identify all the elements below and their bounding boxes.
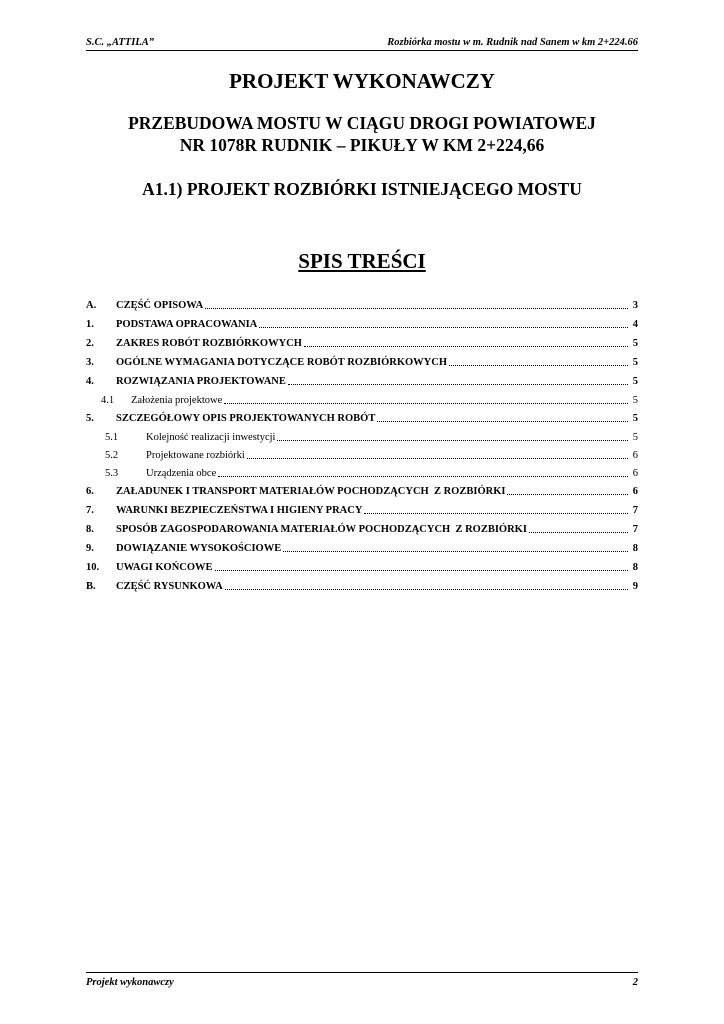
toc-entry[interactable]: [86, 315, 638, 334]
toc-subentry[interactable]: [86, 446, 638, 464]
toc-leader-dots: [225, 581, 628, 590]
toc-entry-page: 5: [632, 394, 638, 406]
toc-entry-label: CZĘŚĆ OPISOWA: [116, 300, 204, 311]
toc-entry-label: ZAŁADUNEK I TRANSPORT MATERIAŁÓW POCHODZĄCYCH Z ROZBIÓRKI: [116, 486, 506, 497]
toc-entry-page: 6: [632, 486, 638, 497]
toc-entry-label: PODSTAWA OPRACOWANIA: [116, 319, 258, 330]
toc-entry-page: 5: [632, 376, 638, 387]
toc-entry-page: 3: [632, 300, 638, 311]
toc-entry-label: SPOSÓB ZAGOSPODAROWANIA MATERIAŁÓW POCHODZĄCYCH Z ROZBIÓRKI: [116, 524, 527, 535]
toc-entry-number: 1.: [86, 319, 94, 330]
subtitle-line-2: NR 1078R RUDNIK – PIKUŁY W KM 2+224,66: [179, 135, 545, 155]
toc-entry-page: 4: [632, 319, 638, 330]
toc-entry-page: 7: [632, 505, 638, 516]
toc-entry-number: 5.1: [105, 431, 119, 443]
toc-entry[interactable]: [86, 372, 638, 391]
header-document-title: Rozbiórka mostu w m. Rudnik nad Sanem w km 2+224.66: [387, 37, 638, 48]
toc-entry-label: ROZWIĄZANIA PROJEKTOWANE: [116, 376, 286, 387]
toc-entry-label: SZCZEGÓŁOWY OPIS PROJEKTOWANYCH ROBÓT: [116, 413, 376, 424]
toc-leader-dots: [304, 338, 628, 347]
toc-entry[interactable]: [86, 558, 638, 577]
toc-entry-number: 5.3: [105, 467, 119, 479]
toc-entry-number: 5.: [86, 413, 94, 424]
toc-entry-number: B.: [86, 581, 96, 592]
toc-entry-label: ZAKRES ROBÓT ROZBIÓRKOWYCH: [116, 338, 302, 349]
toc-entry[interactable]: [86, 520, 638, 539]
toc-leader-dots: [288, 376, 628, 385]
toc-entry-label: Kolejność realizacji inwestycji: [146, 431, 276, 443]
toc-entry-page: 5: [632, 357, 638, 368]
toc-subentry[interactable]: [86, 464, 638, 482]
toc-entry-label: Projektowane rozbiórki: [146, 449, 245, 461]
toc-leader-dots: [205, 300, 628, 309]
toc-leader-dots: [277, 432, 628, 441]
toc-leader-dots: [507, 486, 628, 495]
footer-label: Projekt wykonawczy: [86, 977, 174, 988]
toc-subentry[interactable]: [86, 391, 638, 409]
document-title: PROJEKT WYKONAWCZY: [229, 69, 495, 93]
toc-entry-label: UWAGI KOŃCOWE: [116, 562, 213, 573]
page-number: 2: [632, 977, 638, 988]
toc-entry[interactable]: [86, 482, 638, 501]
toc-entry[interactable]: [86, 501, 638, 520]
toc-entry-label: OGÓLNE WYMAGANIA DOTYCZĄCE ROBÓT ROZBIÓRKOWYCH: [116, 357, 447, 368]
toc-entry[interactable]: [86, 539, 638, 558]
toc-entry-number: 5.2: [105, 449, 119, 461]
toc-subentry[interactable]: [86, 428, 638, 446]
toc-leader-dots: [259, 319, 628, 328]
toc-entry-label: CZĘŚĆ RYSUNKOWA: [116, 581, 223, 592]
toc-leader-dots: [215, 562, 628, 571]
toc-entry-page: 6: [632, 449, 638, 461]
toc-entry[interactable]: [86, 577, 638, 596]
header-company: S.C. „ATTILA”: [86, 37, 154, 48]
toc-leader-dots: [377, 413, 628, 422]
toc-entry-number: 3.: [86, 357, 94, 368]
toc-entry-label: WARUNKI BEZPIECZEŃSTWA I HIGIENY PRACY: [116, 505, 363, 516]
toc-entry-page: 5: [632, 413, 638, 424]
toc-entry-number: 4.1: [101, 394, 115, 406]
toc-leader-dots: [224, 395, 628, 404]
page-header: [86, 36, 638, 51]
toc-leader-dots: [283, 543, 628, 552]
toc-entry-number: 7.: [86, 505, 94, 516]
toc-entry-label: Założenia projektowe: [131, 394, 223, 406]
subtitle-line-1: PRZEBUDOWA MOSTU W CIĄGU DROGI POWIATOWEJ: [128, 113, 596, 133]
toc-entry-page: 5: [632, 338, 638, 349]
toc-entry-label: DOWIĄZANIE WYSOKOŚCIOWE: [116, 543, 282, 554]
toc-entry-label: Urządzenia obce: [146, 467, 217, 479]
toc-entry-page: 7: [632, 524, 638, 535]
toc-entry-page: 9: [632, 581, 638, 592]
toc-entry-number: 10.: [86, 562, 100, 573]
toc-entry[interactable]: [86, 296, 638, 315]
toc-leader-dots: [247, 450, 628, 459]
document-subtitle: [86, 112, 638, 156]
toc-entry[interactable]: [86, 334, 638, 353]
section-title: A1.1) PROJEKT ROZBIÓRKI ISTNIEJĄCEGO MOSTU: [142, 179, 582, 199]
toc-leader-dots: [449, 357, 628, 366]
toc-entry-page: 6: [632, 467, 638, 479]
table-of-contents: [86, 296, 638, 596]
toc-entry[interactable]: [86, 353, 638, 372]
toc-entry-number: 2.: [86, 338, 94, 349]
toc-leader-dots: [218, 468, 628, 477]
toc-leader-dots: [529, 524, 628, 533]
page-footer: [86, 972, 638, 989]
toc-entry-number: 4.: [86, 376, 94, 387]
toc-entry[interactable]: [86, 409, 638, 428]
toc-entry-number: 6.: [86, 486, 94, 497]
toc-entry-page: 8: [632, 543, 638, 554]
toc-leader-dots: [364, 505, 628, 514]
toc-entry-page: 8: [632, 562, 638, 573]
toc-entry-number: A.: [86, 300, 97, 311]
toc-entry-number: 9.: [86, 543, 94, 554]
toc-title: SPIS TREŚCI: [298, 249, 426, 273]
toc-entry-page: 5: [632, 431, 638, 443]
toc-entry-number: 8.: [86, 524, 94, 535]
